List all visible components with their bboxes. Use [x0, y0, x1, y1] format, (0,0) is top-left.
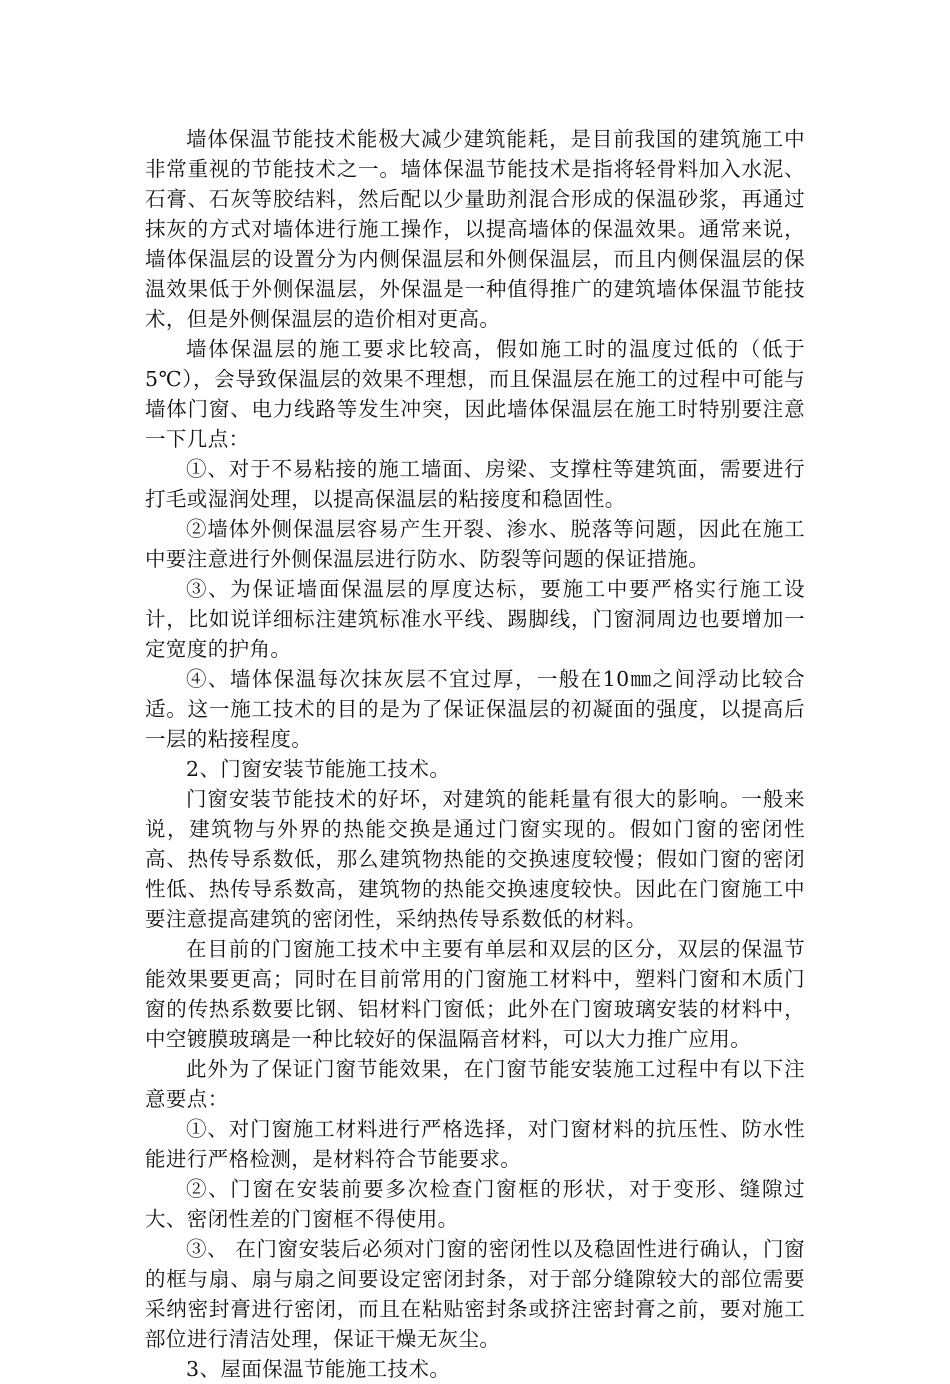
paragraph: ①、对于不易粘接的施工墙面、房梁、支撑柱等建筑面，需要进行打毛或湿润处理，以提高保温层的粘接度和稳固性。 — [145, 457, 805, 511]
paragraph: 门窗安装节能技术的好坏，对建筑的能耗量有很大的影响。一般来说，建筑物与外界的热能交换是通过门窗实现的。假如门窗的密闭性高、热传导系数低，那么建筑物热能的交换速度较慢；假如门窗的密闭性低、热传导系数高，建筑物的热能交换速度较快。因此在门窗施工中要注意提高建筑的密闭性，采纳热传导系数低的材料。 — [145, 787, 805, 931]
paragraph: 墙体保温节能技术能极大减少建筑能耗，是目前我国的建筑施工中非常重视的节能技术之一。墙体保温节能技术是指将轻骨料加入水泥、石膏、石灰等胶结料，然后配以少量助剂混合形成的保温砂浆，再通过抹灰的方式对墙体进行施工操作，以提高墙体的保温效果。通常来说，墙体保温层的设置分为内侧保温层和外侧保温层，而且内侧保温层的保温效果低于外侧保温层，外保温是一种值得推广的建筑墙体保温节能技术，但是外侧保温层的造价相对更高。 — [145, 127, 805, 331]
paragraph: ④、墙体保温每次抹灰层不宜过厚，一般在10㎜之间浮动比较合适。这一施工技术的目的是为了保证保温层的初凝面的强度，以提高后一层的粘接程度。 — [145, 667, 805, 751]
paragraph: 墙体保温层的施工要求比较高，假如施工时的温度过低的（低于5℃），会导致保温层的效果不理想，而且保温层在施工的过程中可能与墙体门窗、电力线路等发生冲突，因此墙体保温层在施工时特别要注意一下几点： — [145, 337, 805, 451]
paragraph: ①、对门窗施工材料进行严格选择，对门窗材料的抗压性、防水性能进行严格检测，是材料符合节能要求。 — [145, 1117, 805, 1171]
paragraph: ②墙体外侧保温层容易产生开裂、渗水、脱落等问题，因此在施工中要注意进行外侧保温层进行防水、防裂等问题的保证措施。 — [145, 517, 805, 571]
paragraph: 在目前的门窗施工技术中主要有单层和双层的区分，双层的保温节能效果要更高；同时在目前常用的门窗施工材料中，塑料门窗和木质门窗的传热系数要比钢、铝材料门窗低；此外在门窗玻璃安装的材料中，中空镀膜玻璃是一种比较好的保温隔音材料，可以大力推广应用。 — [145, 937, 805, 1051]
paragraph: 此外为了保证门窗节能效果，在门窗节能安装施工过程中有以下注意要点： — [145, 1057, 805, 1111]
document-body — [145, 124, 805, 1384]
section-heading: 3、屋面保温节能施工技术。 — [186, 1357, 451, 1381]
paragraph: ③、为保证墙面保温层的厚度达标，要施工中要严格实行施工设计，比如说详细标注建筑标准水平线、踢脚线，门窗洞周边也要增加一定宽度的护角。 — [145, 577, 805, 661]
paragraph: ③、 在门窗安装后必须对门窗的密闭性以及稳固性进行确认，门窗的框与扇、扇与扇之间要设定密闭封条，对于部分缝隙较大的部位需要采纳密封膏进行密闭，而且在粘贴密封条或挤注密封膏之前，要对施工部位进行清洁处理，保证干燥无灰尘。 — [145, 1237, 805, 1351]
section-heading: 2、门窗安装节能施工技术。 — [186, 757, 451, 781]
paragraph: ②、门窗在安装前要多次检查门窗框的形状，对于变形、缝隙过大、密闭性差的门窗框不得使用。 — [145, 1177, 805, 1231]
